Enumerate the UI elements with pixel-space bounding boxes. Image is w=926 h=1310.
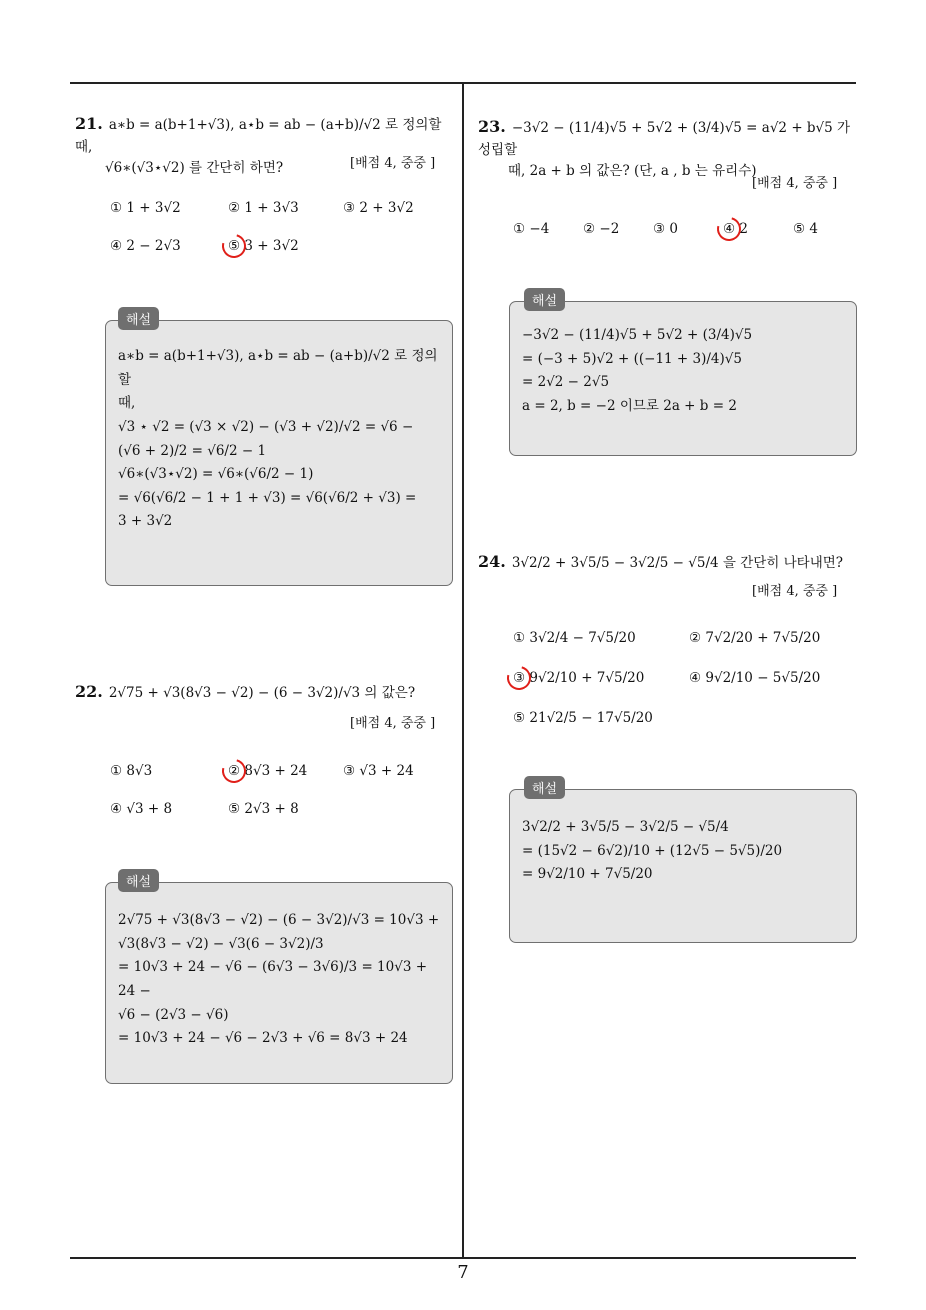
answer-mark-icon: [218, 755, 251, 788]
solution-box-22: [105, 875, 453, 1084]
question-22-number: 22.: [75, 682, 103, 701]
choice-2[interactable]: ② −2: [583, 221, 620, 237]
question-23-choices: [513, 221, 818, 237]
question-22: 22. 2√75 + √3(8√3 − √2) − (6 − 3√2)/√3 의 값은?: [75, 682, 416, 701]
solution-badge: 해설: [118, 307, 159, 330]
solution-22-body: 2√75 + √3(8√3 − √2) − (6 − 3√2)/√3 = 10√3 + √3(8√3 − √2) − √3(6 − 3√2)/3 = 10√3 + 24 − √6 − (6√3 − 3√6)/3 = 10√3 + 24 − √6 − (2√3 − √6) = 10√3 + 24 − √6 − 2√3 + √6 = 8√3 + 24: [118, 912, 440, 1047]
bottom-rule: [70, 1257, 856, 1259]
choice-2[interactable]: ② 1 + 3√3: [228, 200, 299, 216]
choice-4[interactable]: ④ 2 − 2√3: [110, 238, 181, 254]
question-21-number: 21.: [75, 114, 103, 133]
question-21-choices: [110, 200, 414, 254]
solution-21-body: a∗b = a(b+1+√3), a⋆b = ab − (a+b)/√2 로 정의할 때, √3 ⋆ √2 = (√3 × √2) − (√3 + √2)/√2 = √6 − (√6 + 2)/2 = √6/2 − 1 √6∗(√3⋆√2) = √6∗(√6/2 − 1) = √6(√6/2 − 1 + 1 + √3) = √6(√6/2 + √3) = 3 + 3√2: [118, 348, 438, 530]
column-divider: [462, 83, 464, 1258]
choice-3-marked[interactable]: ③ 9√2/10 + 7√5/20: [513, 670, 644, 686]
question-24-number: 24.: [478, 552, 506, 571]
question-23-number: 23.: [478, 117, 506, 136]
solution-badge: 해설: [524, 776, 565, 799]
choice-3[interactable]: ③ √3 + 24: [343, 763, 414, 779]
page-number: 7: [457, 1262, 469, 1283]
choice-1[interactable]: ① 3√2/4 − 7√5/20: [513, 630, 636, 646]
solution-box-23: [509, 294, 857, 456]
answer-mark-icon: [503, 662, 536, 695]
question-23-line1: 23. −3√2 − (11/4)√5 + 5√2 + (3/4)√5 = a√2 + b√5 가 성립할: [478, 117, 851, 158]
solution-badge: 해설: [118, 869, 159, 892]
choice-4[interactable]: ④ 9√2/10 − 5√5/20: [689, 670, 821, 686]
question-23-grade: [배점 4, 중중 ]: [752, 176, 838, 191]
question-21-line1: 21. a∗b = a(b+1+√3), a⋆b = ab − (a+b)/√2 로 정의할 때,: [75, 114, 442, 155]
choice-3[interactable]: ③ 0: [653, 221, 678, 237]
choice-5[interactable]: ⑤ 2√3 + 8: [228, 801, 299, 817]
choice-1[interactable]: ① 8√3: [110, 763, 153, 779]
solution-box-21: [105, 313, 453, 586]
choice-4-marked[interactable]: ④ 2: [723, 221, 748, 237]
question-24-grade: [배점 4, 중중 ]: [752, 584, 838, 599]
choice-2[interactable]: ② 7√2/20 + 7√5/20: [689, 630, 821, 646]
question-23-line2: 때, 2a + b 의 값은? (단, a , b 는 유리수): [508, 162, 757, 179]
answer-mark-icon: [218, 230, 251, 263]
question-21-grade: [배점 4, 중중 ]: [350, 156, 436, 171]
choice-5-marked[interactable]: ⑤ 3 + 3√2: [228, 238, 299, 254]
question-22-choices: [110, 763, 414, 817]
choice-2-marked[interactable]: ② 8√3 + 24: [228, 763, 307, 779]
choice-1[interactable]: ① −4: [513, 221, 550, 237]
solution-badge: 해설: [524, 288, 565, 311]
solution-23-body: −3√2 − (11/4)√5 + 5√2 + (3/4)√5 = (−3 + 5)√2 + ((−11 + 3)/4)√5 = 2√2 − 2√5 a = 2, b = −2 이므로 2a + b = 2: [522, 327, 753, 414]
choice-1[interactable]: ① 1 + 3√2: [110, 200, 181, 216]
question-24-choices: [513, 630, 821, 726]
solution-24-body: 3√2/2 + 3√5/5 − 3√2/5 − √5/4 = (15√2 − 6√2)/10 + (12√5 − 5√5)/20 = 9√2/10 + 7√5/20: [522, 819, 783, 883]
question-24: 24. 3√2/2 + 3√5/5 − 3√2/5 − √5/4 을 간단히 나타내면?: [478, 552, 844, 571]
question-22-grade: [배점 4, 중중 ]: [350, 716, 436, 731]
choice-5[interactable]: ⑤ 4: [793, 221, 818, 237]
choice-5[interactable]: ⑤ 21√2/5 − 17√5/20: [513, 710, 653, 726]
answer-mark-icon: [713, 213, 746, 246]
choice-3[interactable]: ③ 2 + 3√2: [343, 200, 414, 216]
question-21-line2: √6∗(√3⋆√2) 를 간단히 하면?: [105, 159, 284, 176]
choice-4[interactable]: ④ √3 + 8: [110, 801, 173, 817]
solution-box-24: [509, 782, 857, 943]
